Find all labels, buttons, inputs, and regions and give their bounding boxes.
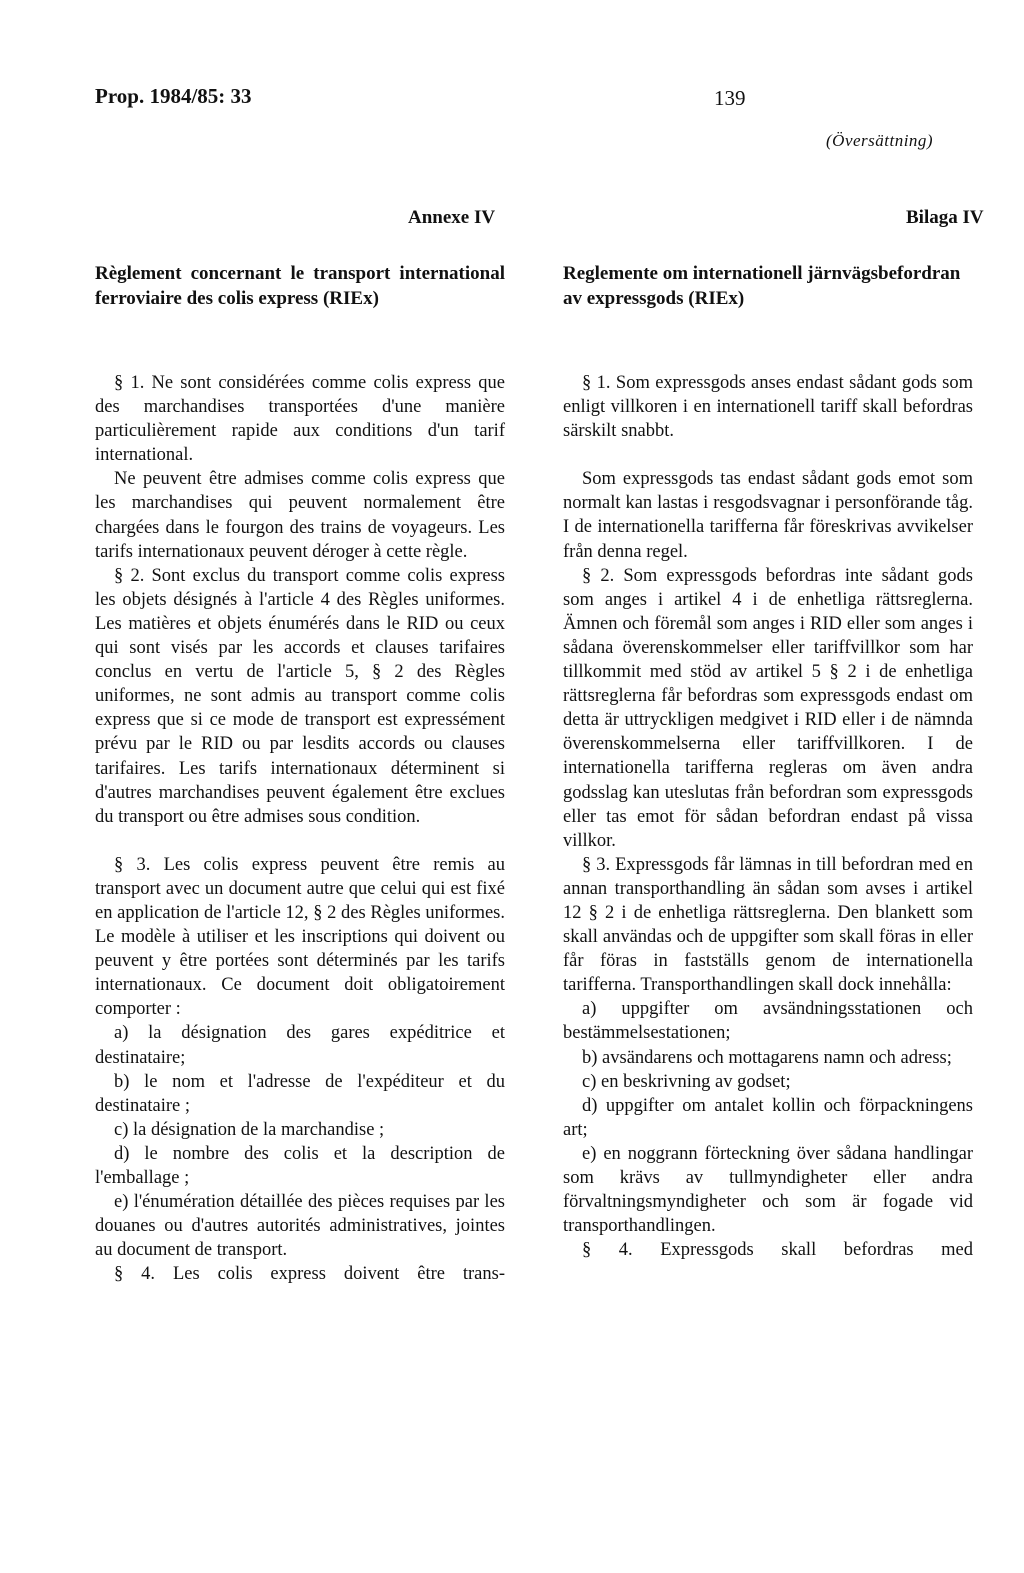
french-list-item-c: c) la désignation de la marchandise ; [114, 1119, 385, 1140]
swedish-list-item-e: e) en noggrann förteckning över sådana handlingar som krävs av tullmyndigheter eller andra förvaltningsmyndigheter och som är fogade vid transporthandlingen. [563, 1143, 973, 1237]
proposition-reference: Prop. 1984/85: 33 [95, 84, 252, 108]
swedish-title: Reglemente om internationell järnvägsbefordran av expressgods (RIEx) [563, 263, 961, 309]
page-number: 139 [714, 86, 746, 110]
french-paragraph-3: § 2. Sont exclus du transport comme colis express les objets désignés à l'article 4 des Règles uniformes. Les matières et objets énumérés dans le RID ou ceux qui sont visés par les accords et clauses tarifaires conclus en vertu de l'article 5, § 2 des Règles uniformes, ne sont admis au transport comme colis express que si ce mode de transport est expressément prévu par le RID ou par lesdits accords ou clauses tarifaires. Les tarifs internationaux déterminent si d'autres marchandises peuvent également être exclues du transport ou être admises sous condition. [95, 565, 505, 827]
french-paragraph-5: § 4. Les colis express doivent être trans- [114, 1264, 505, 1285]
swedish-list-item-d: d) uppgifter om antalet kollin och förpackningens art; [563, 1095, 973, 1140]
swedish-list-item-b: b) avsändarens och mottagarens namn och adress; [582, 1047, 952, 1068]
annex-label-french: Annexe IV [408, 207, 496, 228]
swedish-paragraph-4: § 3. Expressgods får lämnas in till befordran med en annan transporthandling än sådan som avses i artikel 12 § 2 i de enhetliga rättsreglerna. Den blankett som skall användas och de uppgifter som skall föras in eller får föras in fastställs genom de internationella tarifferna. Transporthandlingen skall dock innehålla: [563, 854, 973, 996]
annex-label-swedish: Bilaga IV [906, 207, 984, 228]
translation-note: (Översättning) [826, 131, 934, 150]
swedish-paragraph-1: § 1. Som expressgods anses endast sådant gods som enligt villkoren i en internationell tariff skall befordras särskilt snabbt. [563, 373, 973, 442]
french-list-item-e: e) l'énumération détaillée des pièces requises par les douanes ou d'autres autorités administratives, jointes au document de transport. [95, 1192, 505, 1261]
french-paragraph-1: § 1. Ne sont considérées comme colis express que des marchandises transportées d'une manière particulièrement rapide aux conditions d'un tarif international. [95, 373, 505, 466]
swedish-column [563, 371, 973, 1262]
swedish-paragraph-2: Som expressgods tas endast sådant gods emot som normalt kan lastas i resgodsvagnar i personförande tåg. I de internationella tarifferna får föreskrivas avvikelser från denna regel. [563, 469, 973, 562]
french-title: Règlement concernant le transport international ferroviaire des colis express (RIEx) [95, 263, 505, 309]
french-column [95, 371, 505, 1286]
french-paragraph-4: § 3. Les colis express peuvent être remis au transport avec un document autre que celui qui est fixé en application de l'article 12, § 2 des Règles uniformes. Le modèle à utiliser et les inscriptions qui doivent ou peuvent y être portées sont déterminés par les tarifs internationaux. Ce document doit obligatoirement comporter : [95, 854, 505, 1020]
french-list-item-a: a) la désignation des gares expéditrice et destinataire; [95, 1023, 505, 1068]
french-paragraph-2: Ne peuvent être admises comme colis express que les marchandises qui peuvent normalement être chargées dans le fourgon des trains de voyageurs. Les tarifs internationaux peuvent déroger à cette règle. [95, 469, 505, 562]
french-list-item-b: b) le nom et l'adresse de l'expéditeur et du destinataire ; [95, 1071, 505, 1116]
swedish-paragraph-5: § 4. Expressgods skall befordras med [582, 1240, 973, 1261]
french-list-item-d: d) le nombre des colis et la description de l'emballage ; [95, 1143, 505, 1188]
swedish-list-item-a: a) uppgifter om avsändningsstationen och bestämmelsestationen; [563, 999, 973, 1044]
swedish-paragraph-3: § 2. Som expressgods befordras inte sådant gods som anges i artikel 4 i de enhetliga rättsreglerna. Ämnen och föremål som anges i RID eller som anges i sådana överenskommelser eller tariffvillkor som har tillkommit med stöd av artikel 5 § 2 i de enhetliga rättsreglerna får befordras som expressgods endast om detta är uttryckligen medgivet i RID eller i de nämnda överenskommelserna eller tariffvillkoren. I de internationella tarifferna regleras om även andra godsslag kan uteslutas från befordran som expressgods eller tas emot för sådan befordran endast på vissa villkor. [563, 565, 973, 851]
swedish-list-item-c: c) en beskrivning av godset; [582, 1071, 791, 1092]
